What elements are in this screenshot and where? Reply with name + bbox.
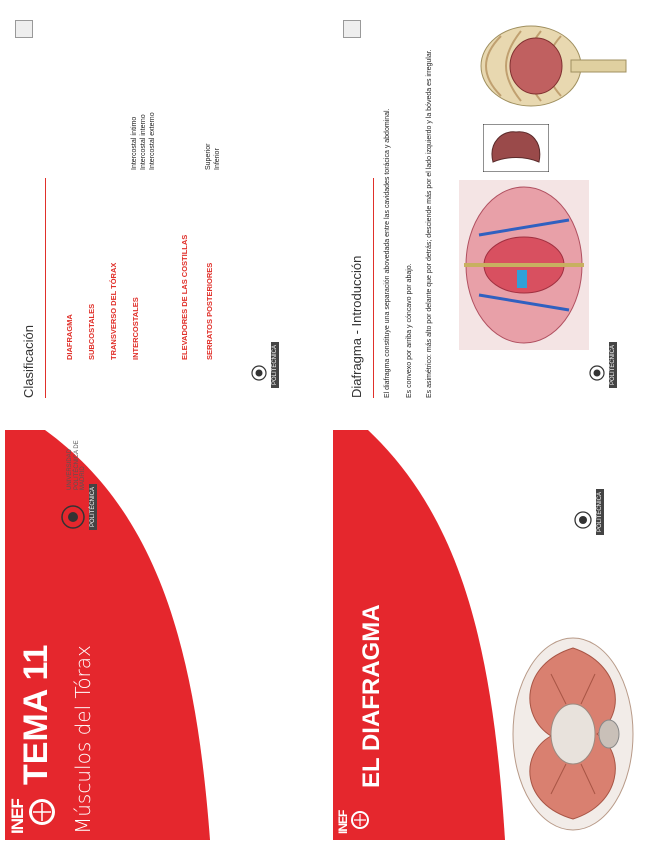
intercostal-subitem: Intercostal externo <box>149 112 156 170</box>
inef-emblem-icon <box>28 798 56 826</box>
upm-seal-icon <box>573 510 593 530</box>
skeleton-diaphragm-illustration <box>461 14 631 116</box>
slide-diafragma-introduccion <box>333 10 643 420</box>
slide2-title: EL DIAFRAGMA <box>358 604 385 788</box>
upm-seal-icon <box>250 364 268 382</box>
inef-logo: INEF <box>337 794 377 834</box>
classification-item: SUBCOSTALES <box>87 303 96 360</box>
upm-badge: POLITÉCNICA <box>271 342 279 388</box>
intercostal-subitem: Intercostal íntimo <box>131 116 138 170</box>
slide-el-diafragma <box>333 430 643 840</box>
liver-diagram <box>483 124 549 172</box>
intro-paragraph: Es convexo por arriba y cóncavo por abajo. <box>406 263 413 398</box>
diaphragm-illustration <box>511 634 636 834</box>
slide1-title: TEMA 11 <box>17 644 55 785</box>
slide1-subtitle: Músculos del Tórax <box>71 645 95 834</box>
slide3-title: Clasificación <box>21 325 36 398</box>
title-divider <box>373 178 374 398</box>
upm-badge: POLITÉCNICA <box>609 342 617 388</box>
slide4-title: Diafragma - Introducción <box>349 255 364 398</box>
serratos-subitem: Superior <box>205 143 212 170</box>
intercostal-subitem: Intercostal interno <box>140 114 147 170</box>
classification-item: SERRATOS POSTERIORES <box>205 262 214 360</box>
thorax-anatomy-illustration <box>459 180 589 350</box>
classification-item: ELEVADORES DE LAS COSTILLAS <box>180 234 189 360</box>
inef-emblem-icon <box>350 810 370 830</box>
upm-seal-icon <box>588 364 606 382</box>
inef-logo: INEF <box>9 794 61 834</box>
upm-badge: POLITÉCNICA <box>596 489 604 535</box>
upm-seal-icon <box>60 504 86 530</box>
intro-paragraph: El diafragma constituye una separación abovedada entre las cavidades torácica y abdominal. <box>384 108 391 398</box>
inef-corner-icon <box>15 20 33 38</box>
title-divider <box>45 178 46 398</box>
intro-paragraph: Es asimétrico: más alto por delante que por detrás; desciende más por el lado izquierdo y la bóveda es irregular. <box>426 49 433 398</box>
slide-tema-11 <box>5 430 315 840</box>
serratos-subitem: Inferior <box>214 148 221 170</box>
upm-name: UNIVERSIDAD POLITÉCNICA DE MADRID <box>67 440 87 490</box>
classification-item: DIAFRAGMA <box>65 314 74 360</box>
slide-clasificacion <box>5 10 315 420</box>
classification-item: INTERCOSTALES <box>131 297 140 360</box>
inef-corner-icon <box>343 20 361 38</box>
upm-badge: POLITÉCNICA <box>89 484 97 530</box>
classification-item: TRANSVERSO DEL TÓRAX <box>109 262 118 360</box>
